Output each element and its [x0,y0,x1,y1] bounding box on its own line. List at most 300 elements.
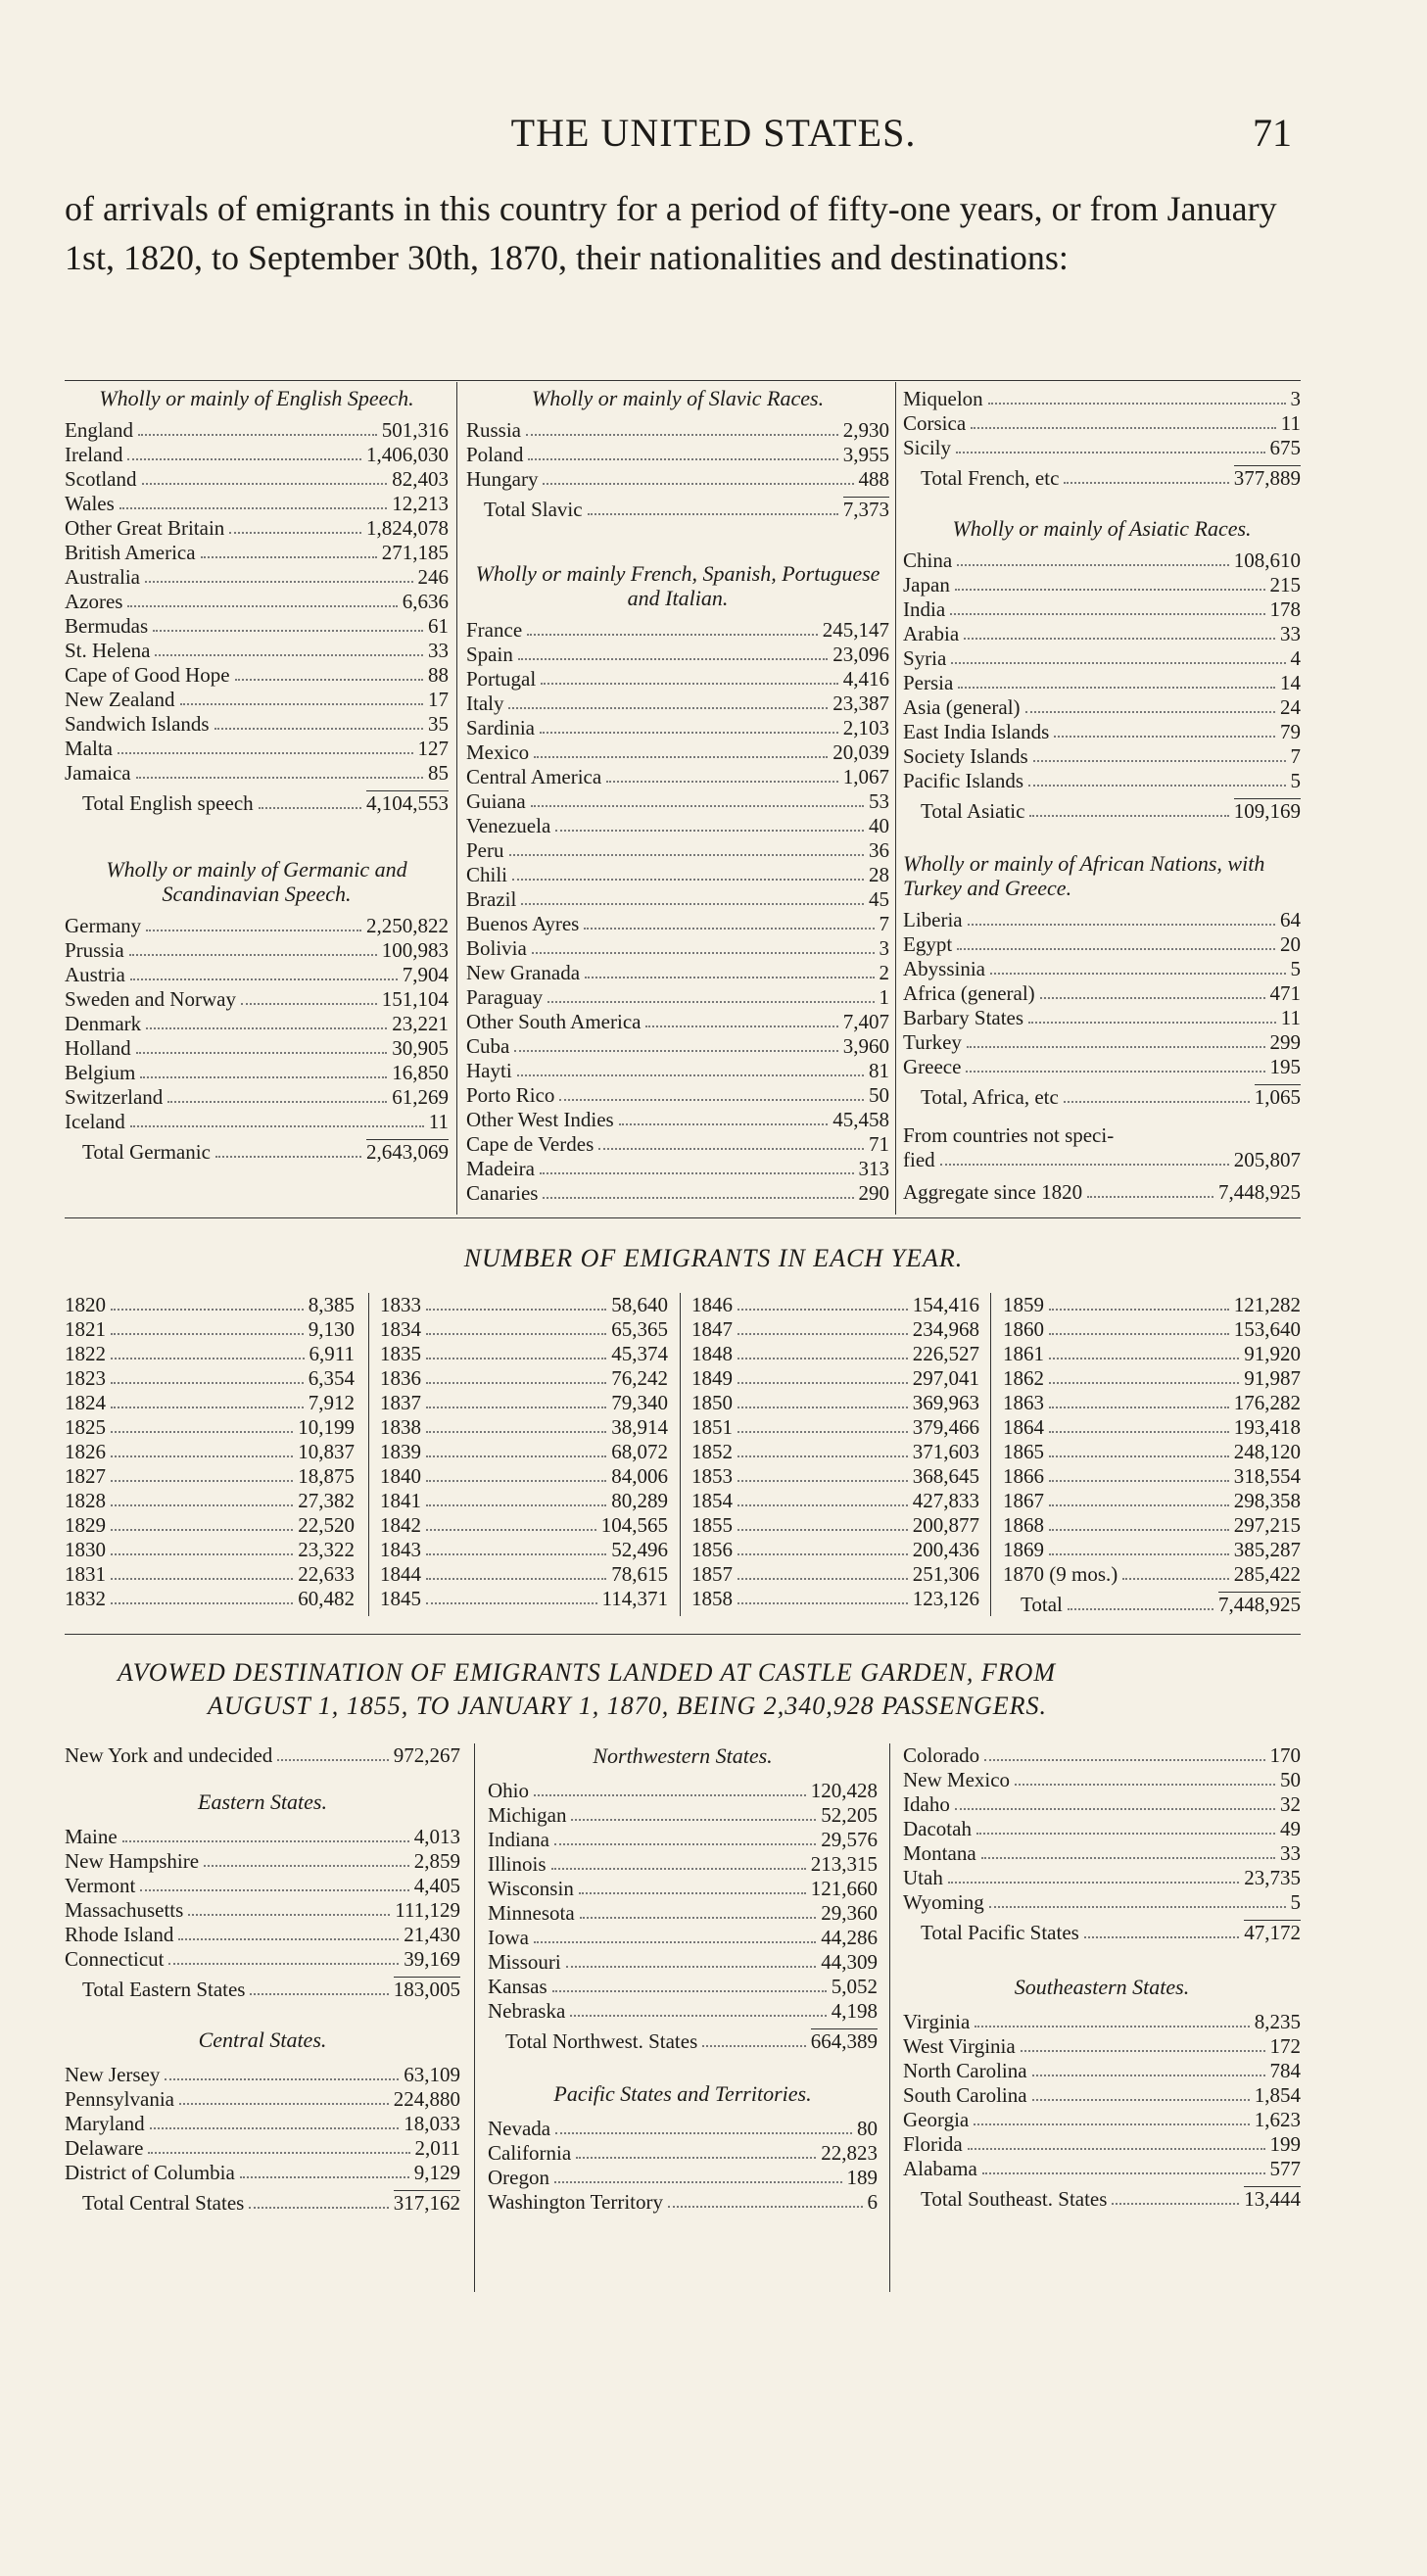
row-label: Turkey [903,1030,962,1054]
leader-dots [540,732,838,734]
table-row [65,590,449,614]
row-value: 22,520 [298,1513,355,1537]
row-value: 111,129 [395,1898,460,1922]
dest-col-1 [65,1743,460,2576]
table-row [65,1317,355,1342]
table-row [466,887,889,912]
leader-dots [1028,1022,1276,1024]
years-table [65,1293,1301,1616]
leader-dots [547,1001,874,1003]
row-value: 368,645 [912,1464,979,1488]
table-row [903,1030,1301,1055]
table-row [1003,1464,1301,1489]
row-label: Malta [65,737,113,760]
row-label: Corsica [903,411,967,435]
row-label: 1830 [65,1538,106,1561]
table-row [65,737,449,761]
leader-dots [111,1578,293,1580]
row-value: 61 [428,614,449,638]
table-row [380,1587,668,1611]
table-row [488,1975,878,1999]
leader-dots [957,948,1275,950]
row-value: 81 [869,1059,889,1082]
table-row [903,769,1301,793]
years-col-1 [65,1293,355,1611]
row-label: Bolivia [466,936,527,960]
row-value: 68,072 [611,1440,668,1463]
leader-dots [426,1578,606,1580]
row-label: Illinois [488,1852,547,1876]
table-row [903,549,1301,573]
row-value: 61,269 [392,1085,449,1109]
row-value: 7,912 [308,1391,355,1414]
leader-dots [1049,1382,1239,1384]
leader-dots [1049,1309,1229,1311]
row-value: 317,162 [393,2191,460,2215]
table-row [903,436,1301,460]
leader-dots [1049,1480,1229,1482]
table-row [903,387,1301,411]
row-label: Liberia [903,908,963,931]
row-value: 16,850 [392,1061,449,1084]
table-row [65,614,449,639]
column-rule [456,382,457,1215]
french-cont-rows [903,387,1301,460]
table-row [1003,1366,1301,1391]
row-label: 1848 [691,1342,733,1365]
leader-dots [138,434,377,436]
slavic-rows [466,418,889,492]
table-row [903,1055,1301,1079]
row-label: Central America [466,765,602,788]
row-label: 1869 [1003,1538,1044,1561]
row-label: Paraguay [466,985,544,1009]
leader-dots [130,1125,424,1127]
table-row [65,1825,460,1849]
row-value: 318,554 [1233,1464,1301,1488]
leader-dots [1049,1553,1229,1555]
row-value: 1,824,078 [366,516,449,540]
table-row [65,1464,355,1489]
row-label: 1843 [380,1538,421,1561]
table-row [65,516,449,541]
row-label: Total Northwest. States [505,2029,698,2053]
table-row [65,541,449,565]
row-label: Georgia [903,2108,970,2131]
row-value: 215 [1269,573,1301,596]
row-label: 1847 [691,1317,733,1341]
row-value: 44,286 [821,1926,878,1949]
table-row [466,692,889,716]
table-row [65,1110,449,1134]
row-label: 1861 [1003,1342,1044,1365]
table-row [380,1538,668,1562]
table-row [65,2112,460,2136]
row-label: Florida [903,2132,963,2156]
row-label: 1826 [65,1440,106,1463]
leader-dots [201,556,377,558]
leader-dots [111,1455,293,1457]
leader-dots [1049,1358,1239,1360]
row-label: Mexico [466,740,530,764]
leader-dots [426,1333,606,1335]
table-row [65,963,449,987]
table-row [691,1464,979,1489]
row-label: 1868 [1003,1513,1044,1537]
english-rows [65,418,449,786]
row-value: 248,120 [1233,1440,1301,1463]
row-label: 1867 [1003,1489,1044,1512]
row-label: District of Columbia [65,2161,235,2184]
leader-dots [737,1480,908,1482]
page-number: 71 [1253,111,1292,155]
row-value: 45 [869,887,889,911]
row-value: 71 [869,1132,889,1156]
leader-dots [534,1941,816,1943]
row-label: 1835 [380,1342,421,1365]
leader-dots [214,728,423,730]
table-row [466,1034,889,1059]
row-value: 8,235 [1254,2010,1301,2033]
leader-dots [588,513,838,515]
row-label: Japan [903,573,950,596]
row-value: 5 [1290,957,1301,980]
years-title: NUMBER OF EMIGRANTS IN EACH YEAR. [463,1244,964,1272]
row-label: California [488,2141,572,2165]
row-value: 24 [1280,695,1301,719]
row-value: 64 [1280,908,1301,931]
row-label: East India Islands [903,720,1050,743]
years-col-3 [691,1293,979,1611]
row-value: 80,289 [611,1489,668,1512]
aggregate-row: Aggregate since 1820 7,448,925 [903,1180,1301,1204]
total-row [466,498,889,522]
row-label: Total, Africa, etc [921,1085,1059,1109]
row-label: Total Central States [82,2191,245,2215]
table-row [903,695,1301,720]
row-label: Germany [65,914,142,937]
total-row [903,1085,1301,1110]
leader-dots [606,781,838,783]
row-label: Total Eastern States [82,1978,246,2001]
leader-dots [111,1309,304,1311]
row-value: 6,636 [402,590,449,613]
row-label: 1853 [691,1464,733,1488]
row-label: Minnesota [488,1901,575,1925]
leader-dots [543,483,853,485]
row-value: 20 [1280,932,1301,956]
row-label: 1851 [691,1415,733,1439]
row-value: 4 [1290,646,1301,670]
table-row [691,1415,979,1440]
row-label: France [466,618,523,642]
table-row [466,1181,889,1206]
row-value: 80 [857,2117,878,2140]
table-row [65,1061,449,1085]
row-label: Asia (general) [903,695,1021,719]
row-value: 664,389 [810,2029,878,2053]
table-row [903,411,1301,436]
row-label: Azores [65,590,123,613]
table-row [691,1366,979,1391]
row-value: 78,615 [611,1562,668,1586]
row-label: Porto Rico [466,1083,555,1107]
table-row [466,667,889,692]
row-label: Wales [65,492,115,515]
row-label: 1841 [380,1489,421,1512]
row-value: 213,315 [810,1852,878,1876]
row-value: 170 [1269,1743,1301,1767]
leader-dots [426,1529,596,1531]
leader-dots [1049,1504,1229,1506]
leader-dots [984,1759,1264,1761]
row-value: 193,418 [1233,1415,1301,1439]
total-row [1003,1593,1301,1617]
row-label: Austria [65,963,125,986]
table-row [65,1036,449,1061]
row-label: 1857 [691,1562,733,1586]
leader-dots [111,1431,293,1433]
leader-dots [968,2148,1265,2150]
leader-dots [555,2132,852,2134]
row-value: 245,147 [822,618,889,642]
leader-dots [554,1843,816,1845]
row-label: Holland [65,1036,131,1060]
row-value: 234,968 [912,1317,979,1341]
row-label: Ireland [65,443,123,466]
leader-dots [948,1882,1239,1884]
table-row [1003,1342,1301,1366]
row-label: New Granada [466,961,581,984]
table-row [1003,1440,1301,1464]
leader-dots [514,1050,837,1052]
southeastern-rows [903,2010,1301,2181]
pacific-rows [488,2117,878,2215]
leader-dots [426,1480,606,1482]
leader-dots [140,1889,408,1891]
table-row [65,688,449,712]
leader-dots [966,1071,1264,1073]
row-value: 53 [869,789,889,813]
row-label: 1833 [380,1293,421,1316]
row-value: 195 [1269,1055,1301,1078]
intro-paragraph: of arrivals of emigrants in this country for a period of fifty-one years, or from January 1st, 1820, to September 30th, 1870, their nationalities and destinations: [65,189,1277,277]
table-row [903,2157,1301,2181]
table-row [488,2190,878,2215]
table-row [488,1779,878,1803]
row-value: 11 [1280,1006,1301,1029]
leader-dots [541,683,838,685]
table-row [65,1342,355,1366]
table-row [65,1085,449,1110]
row-value: 377,889 [1233,466,1301,490]
row-value: 200,877 [912,1513,979,1537]
table-row [380,1342,668,1366]
row-value: 285,422 [1233,1562,1301,1586]
leader-dots [250,1993,388,1995]
table-row [65,2087,460,2112]
row-value: 2,250,822 [366,914,449,937]
leader-dots [150,2127,400,2129]
row-label: Michigan [488,1803,567,1827]
leader-dots [426,1309,606,1311]
row-value: 121,660 [810,1877,878,1900]
row-value: 23,735 [1244,1866,1301,1889]
row-label: Miquelon [903,387,983,410]
leader-dots [512,879,864,881]
row-value: 2,930 [842,418,889,442]
slavic-heading: Wholly or mainly of Slavic Races. [531,386,825,410]
row-value: 577 [1269,2157,1301,2180]
leader-dots [426,1504,606,1506]
eastern-rows [65,1825,460,1972]
leader-dots [737,1455,908,1457]
leader-dots [518,658,828,660]
row-value: 246 [417,565,449,589]
row-label: 1844 [380,1562,421,1586]
leader-dots [571,1819,816,1821]
dest-title-2: AUGUST 1, 1855, TO JANUARY 1, 1870, BEING 2,340,928 PASSENGERS. [208,1692,1047,1720]
row-label: Sweden and Norway [65,987,236,1011]
row-value: 52,205 [821,1803,878,1827]
leader-dots [1021,2050,1265,2052]
row-value: 84,006 [611,1464,668,1488]
total-row [488,2029,878,2054]
leader-dots [167,1101,387,1103]
table-row [1003,1317,1301,1342]
row-label: 1822 [65,1342,106,1365]
table-row [488,2141,878,2166]
row-label: 1860 [1003,1317,1044,1341]
row-label: Persia [903,671,954,694]
running-head: THE UNITED STATES. [510,111,917,155]
row-label: South Carolina [903,2083,1027,2107]
leader-dots [598,1148,864,1150]
table-row [380,1489,668,1513]
row-value: 29,360 [821,1901,878,1925]
row-label: Russia [466,418,522,442]
row-value: 3,960 [842,1034,889,1058]
row-label: 1870 (9 mos.) [1003,1562,1118,1586]
english-heading: Wholly or mainly of English Speech. [99,386,414,410]
row-value: 13,444 [1244,2187,1301,2211]
row-value: 2,643,069 [366,1140,449,1164]
row-value: 427,833 [912,1489,979,1512]
table-row [65,1012,449,1036]
asiatic-total [903,799,1301,824]
row-value: 45,458 [832,1108,889,1131]
row-label: Dacotah [903,1817,972,1840]
row-label: 1856 [691,1538,733,1561]
row-value: 108,610 [1233,549,1301,572]
column-rule [990,1293,991,1616]
row-value: 18,033 [404,2112,460,2135]
row-label: British America [65,541,196,564]
row-label: China [903,549,953,572]
row-value: 33 [1280,622,1301,645]
row-value: 49 [1280,1817,1301,1840]
table-row [903,744,1301,769]
table-row [466,985,889,1010]
row-value: 36 [869,838,889,862]
leader-dots [580,1917,817,1919]
leader-dots [955,1808,1275,1810]
row-label: Brazil [466,887,517,911]
rule-lower [65,1634,1301,1635]
row-label: Missouri [488,1950,561,1974]
row-label: Other South America [466,1010,642,1033]
leader-dots [1068,1608,1213,1610]
row-label: Ohio [488,1779,529,1802]
row-value: 176,282 [1233,1391,1301,1414]
row-label: Chili [466,863,508,886]
leader-dots [737,1553,908,1555]
row-value: 88 [428,663,449,687]
row-value: 38,914 [611,1415,668,1439]
destinations-table [65,1743,1301,2331]
table-row [65,1366,355,1391]
row-label: Cape de Verdes [466,1132,595,1156]
table-row [466,1108,889,1132]
row-label: Madeira [466,1157,535,1180]
pacific-cont-rows [903,1743,1301,1915]
row-value: 5 [1290,769,1301,792]
table-row [65,2161,460,2185]
leader-dots [976,1833,1275,1835]
leader-dots [249,2207,388,2209]
row-value: 11 [1280,411,1301,435]
table-row [903,2059,1301,2083]
row-value: 7,448,925 [1218,1593,1301,1616]
row-label: Wyoming [903,1890,984,1914]
table-row [65,2136,460,2161]
column-english-germanic [65,382,449,1215]
leader-dots [240,2176,409,2178]
row-label: Cape of Good Hope [65,663,230,687]
table-row [691,1293,979,1317]
leader-dots [1040,997,1265,999]
french-total [903,466,1301,491]
row-value: 79 [1280,720,1301,743]
dest-col-2 [488,1743,878,2576]
table-row [380,1293,668,1317]
row-value: 104,565 [600,1513,668,1537]
table-row [466,1083,889,1108]
row-label: Prussia [65,938,124,962]
leader-dots [129,954,377,956]
row-label: Utah [903,1866,943,1889]
table-row [65,639,449,663]
row-value: 29,576 [821,1828,878,1851]
row-value: 14 [1280,671,1301,694]
leader-dots [559,1099,864,1101]
row-label: New Mexico [903,1768,1011,1791]
row-label: Iowa [488,1926,529,1949]
leader-dots [235,679,423,681]
table-row [903,1768,1301,1792]
row-label: Spain [466,643,513,666]
leader-dots [737,1382,908,1384]
leader-dots [111,1480,293,1482]
row-label: 1866 [1003,1464,1044,1488]
leader-dots [1029,815,1228,817]
leader-dots [204,1865,409,1867]
row-label: 1824 [65,1391,106,1414]
row-value: 39,169 [404,1947,460,1971]
table-row [466,912,889,936]
row-label: Montana [903,1841,976,1865]
row-value: 154,416 [912,1293,979,1316]
